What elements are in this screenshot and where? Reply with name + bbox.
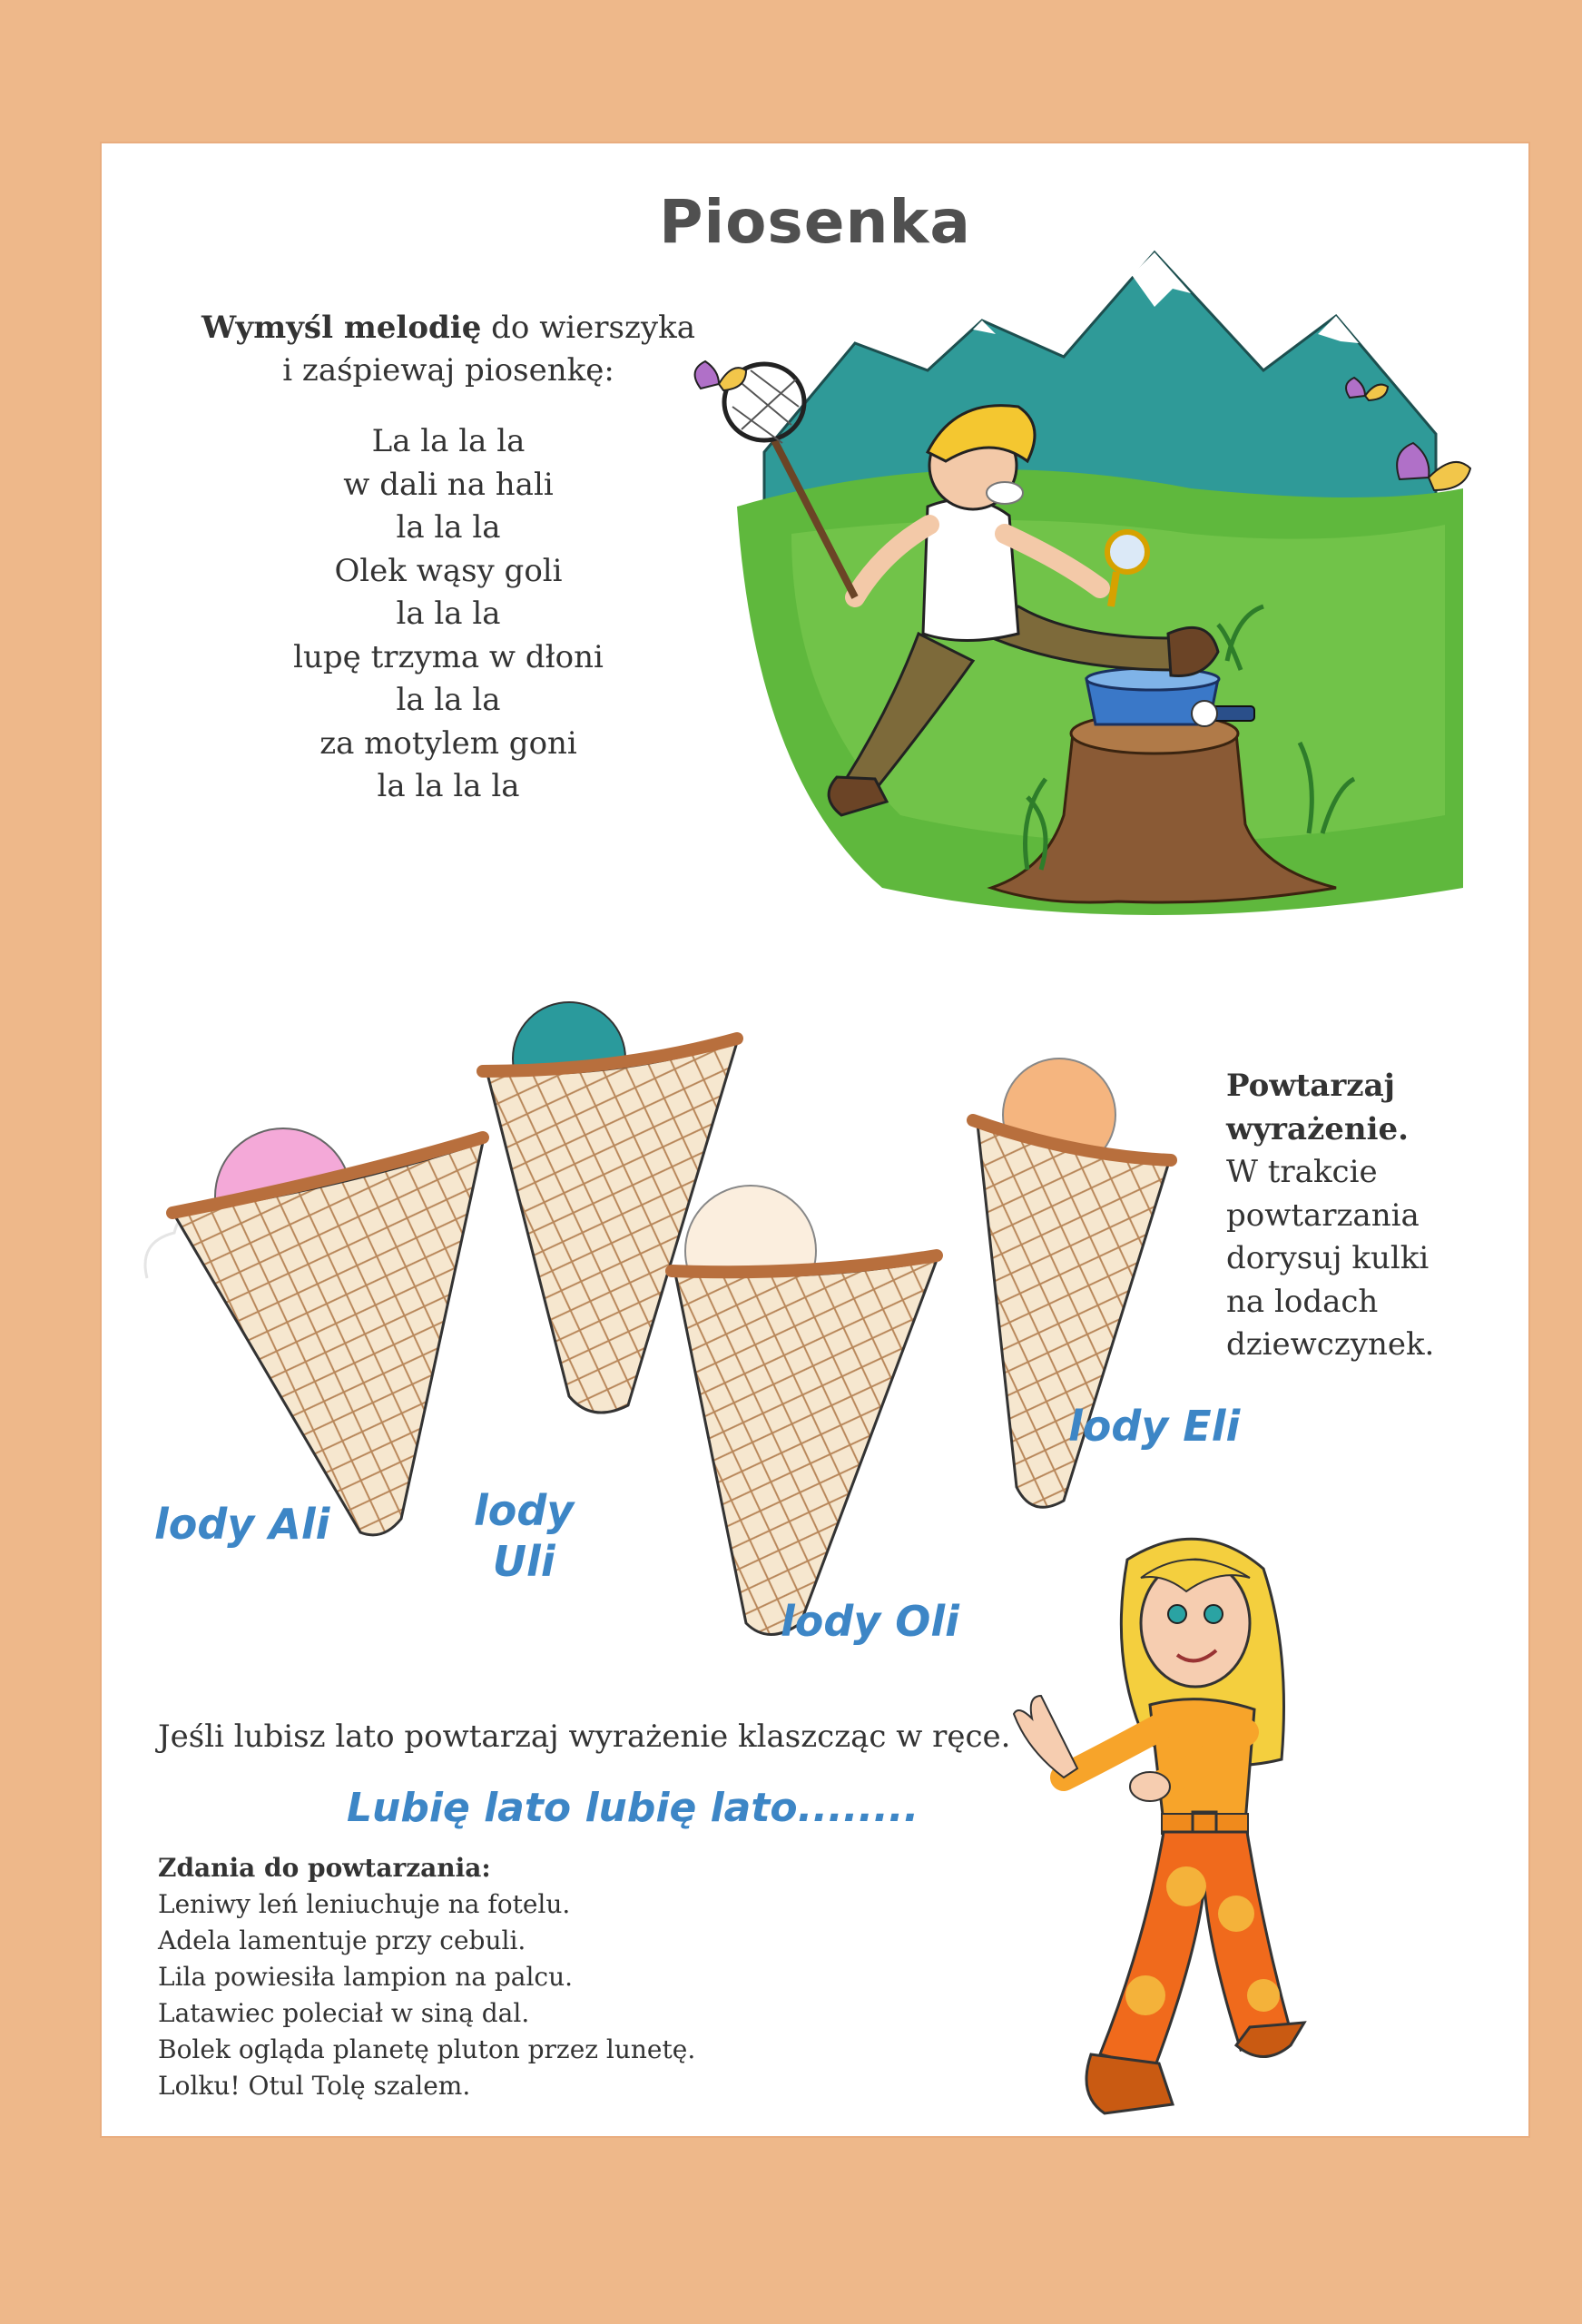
summer-instruction: Jeśli lubisz lato powtarzaj wyrażenie klaszcząc w ręce. bbox=[158, 1718, 1011, 1755]
poem-line: la la la bbox=[396, 596, 501, 632]
list-item: Leniwy leń leniuchuje na fotelu. bbox=[158, 1889, 571, 1919]
intro-line2: i zaśpiewaj piosenkę: bbox=[282, 352, 614, 389]
instruction-line: dziewczynek. bbox=[1226, 1326, 1435, 1363]
boy-with-net-illustration bbox=[683, 234, 1499, 979]
clapping-girl-illustration bbox=[991, 1523, 1445, 2132]
poem-line: Olek wąsy goli bbox=[334, 552, 563, 589]
instruction-bold-2: wyrażenie. bbox=[1226, 1110, 1410, 1147]
poem-line: w dali na hali bbox=[343, 466, 554, 503]
label-lody-uli-line1: lody bbox=[474, 1486, 575, 1535]
list-item: Lila powiesiła lampion na palcu. bbox=[158, 1962, 574, 1992]
label-lody-eli: lody Eli bbox=[1068, 1402, 1241, 1451]
intro-bold: Wymyśl melodię bbox=[201, 310, 482, 346]
intro-text bbox=[167, 307, 730, 392]
instruction-text bbox=[1226, 1065, 1517, 1367]
instruction-line: powtarzania bbox=[1226, 1196, 1420, 1234]
ice-cream-cone-ali bbox=[172, 1128, 483, 1535]
summer-phrase: Lubię lato lubię lato........ bbox=[347, 1785, 919, 1831]
instruction-line: na lodach bbox=[1226, 1283, 1379, 1320]
list-item: Lolku! Otul Tolę szalem. bbox=[158, 2071, 471, 2101]
poem-line: la la la bbox=[396, 509, 501, 546]
intro-rest: do wierszyka bbox=[481, 310, 695, 346]
instruction-bold-1: Powtarzaj bbox=[1226, 1068, 1395, 1104]
ice-cream-cone-oli bbox=[672, 1186, 937, 1635]
poem-line: lupę trzyma w dłoni bbox=[293, 638, 604, 675]
worksheet-page bbox=[102, 143, 1528, 2136]
list-item: Bolek ogląda planetę pluton przez lunetę. bbox=[158, 2034, 696, 2064]
label-lody-ali: lody Ali bbox=[154, 1500, 330, 1549]
sentences-heading: Zdania do powtarzania: bbox=[158, 1853, 491, 1883]
poem-line: la la la bbox=[396, 682, 501, 718]
instruction-line: W trakcie bbox=[1226, 1154, 1378, 1190]
butterfly-icon bbox=[695, 361, 746, 390]
label-lody-oli: lody Oli bbox=[781, 1597, 959, 1646]
list-item: Adela lamentuje przy cebuli. bbox=[158, 1925, 526, 1955]
label-lody-uli bbox=[474, 1485, 574, 1587]
poem-line: za motylem goni bbox=[319, 724, 577, 762]
poem-line: La la la la bbox=[371, 423, 526, 459]
list-item: Latawiec poleciał w siną dal. bbox=[158, 1998, 530, 2028]
poem-line: la la la la bbox=[377, 768, 520, 804]
page-title: Piosenka bbox=[659, 187, 971, 257]
instruction-line: dorysuj kulki bbox=[1226, 1240, 1430, 1276]
label-lody-uli-line2: Uli bbox=[492, 1537, 555, 1586]
poem bbox=[167, 420, 730, 809]
sentences-list bbox=[158, 1850, 695, 2104]
